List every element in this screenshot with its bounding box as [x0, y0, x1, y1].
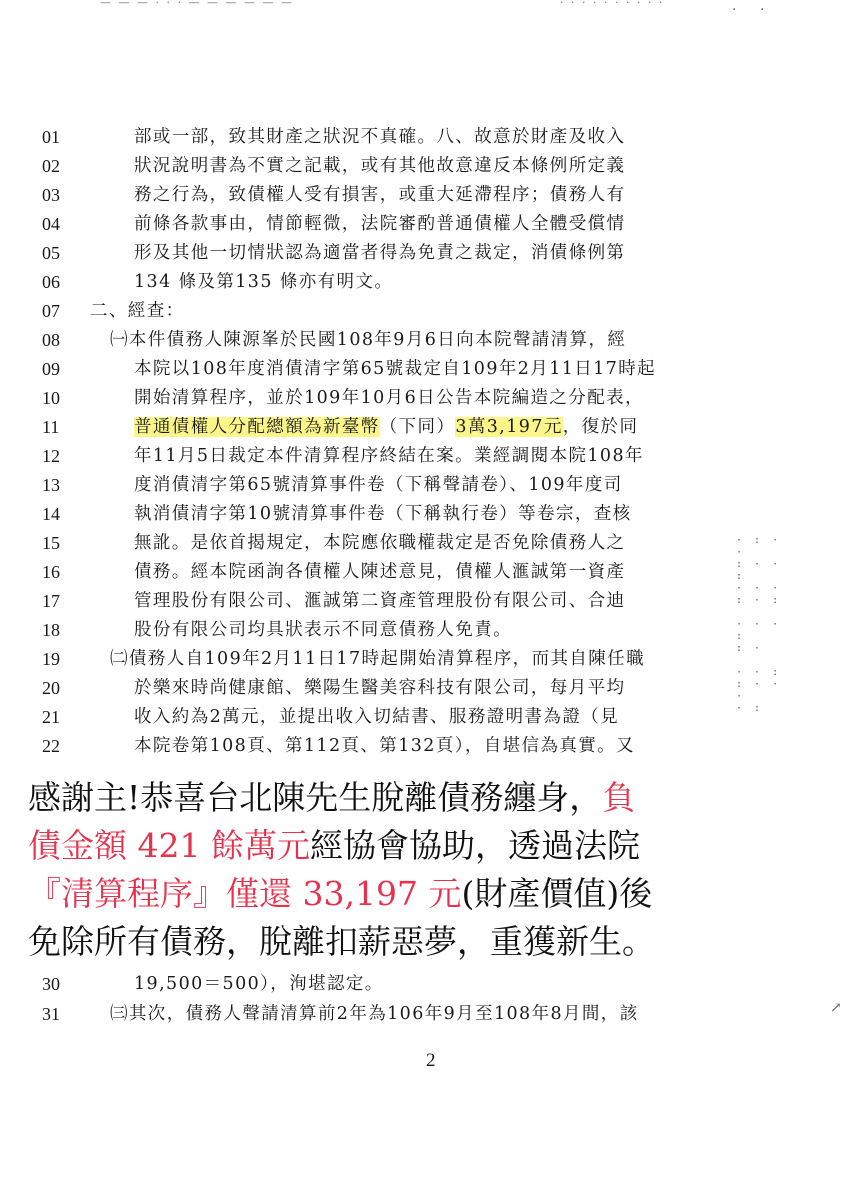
text-line-31: 31 ㈢其次，債務人聲請清算前2年為106年9月至108年8月間，該 — [42, 1004, 639, 1024]
banner-line-2: 債金額 421 餘萬元經協會協助，透過法院 — [28, 826, 640, 865]
text-line-05: 05 形及其他一切情狀認為適當者得為免責之裁定，消債條例第 — [42, 243, 626, 263]
text-line-16: 16 債務。經本院函詢各債權人陳述意見，債權人滙誠第一資產 — [42, 562, 626, 582]
scan-mark: ↗ — [830, 1000, 842, 1016]
text-line-03: 03 務之行為，致債權人受有損害，或重大延滯程序；債務人有 — [42, 185, 626, 205]
highlighted-text: 普通債權人分配總額為新臺幣 — [134, 417, 380, 437]
text-line-11-content: 普通債權人分配總額為新臺幣（下同）3萬3,197元，復於同 — [134, 417, 639, 437]
text-line-09: 09 本院以108年度消債清字第65號裁定自109年2月11日17時起 — [42, 359, 657, 379]
scan-edge-marks: · : · · : · · : · · · : · : · · · : : · · · : : · · · · : — [736, 535, 782, 714]
text-line-22: 22 本院卷第108頁、第112頁、第132頁），自堪信為真實。又 — [42, 736, 635, 756]
page-number: 2 — [426, 1050, 436, 1071]
text-line-01: 01 部或一部，致其財產之狀況不真確。八、故意於財產及收入 — [42, 127, 626, 147]
text-line-02: 02 狀況說明書為不實之記載，或有其他故意違反本條例所定義 — [42, 156, 626, 176]
scan-header-residue: — — — · · · — — — — — — · · · · · · · · · · — [100, 0, 665, 9]
scan-mark: · — [732, 2, 737, 18]
scan-mark: · — [760, 2, 765, 18]
text-line-11: 11 普通債權人分配總額為新臺幣（下同）3萬3,197元，復於同 — [0, 413, 848, 441]
banner-line-4: 免除所有債務，脫離扣薪惡夢，重獲新生。 — [28, 922, 655, 961]
text-line-21: 21 收入約為2萬元，並提出收入切結書、服務證明書為證（見 — [42, 707, 620, 727]
text-line-19: 19 ㈡債務人自109年2月11日17時起開始清算程序，而其自陳任職 — [42, 649, 645, 669]
text-line-12: 12 年11月5日裁定本件清算程序終結在案。業經調閱本院108年 — [42, 446, 644, 466]
text-line-20: 20 於樂來時尚健康館、樂陽生醫美容科技有限公司，每月平均 — [42, 678, 626, 698]
banner-line-1: 感謝主!恭喜台北陳先生脫離債務纏身，負 — [28, 778, 636, 817]
text-line-30: 30 19,500＝500），洵堪認定。 — [42, 974, 384, 994]
text-line-08: 08 ㈠本件債務人陳源峯於民國108年9月6日向本院聲請清算，經 — [42, 330, 627, 350]
text-line-07: 07 二、經查： — [42, 301, 185, 321]
text-line-13: 13 度消債清字第65號清算事件卷（下稱聲請卷）、109年度司 — [42, 475, 623, 495]
banner-line-3: 『清算程序』僅還 33,197 元(財產價值)後 — [28, 874, 653, 913]
text-line-04: 04 前條各款事由，情節輕微，法院審酌普通債權人全體受償情 — [42, 214, 626, 234]
text-line-14: 14 執消債清字第10號清算事件卷（下稱執行卷）等卷宗，查核 — [42, 504, 632, 524]
overlay-banner — [0, 770, 848, 966]
text-line-06: 06 134 條及第135 條亦有明文。 — [42, 272, 394, 292]
text-line-17: 17 管理股份有限公司、滙誠第二資產管理股份有限公司、合迪 — [42, 591, 626, 611]
text-line-18: 18 股份有限公司均具狀表示不同意債務人免責。 — [42, 620, 512, 640]
text-line-15: 15 無訛。是依首揭規定，本院應依職權裁定是否免除債務人之 — [42, 533, 626, 553]
highlighted-amount: 3萬3,197元 — [455, 417, 563, 437]
text-line-10: 10 開始清算程序，並於109年10月6日公告本院編造之分配表， — [42, 388, 644, 408]
